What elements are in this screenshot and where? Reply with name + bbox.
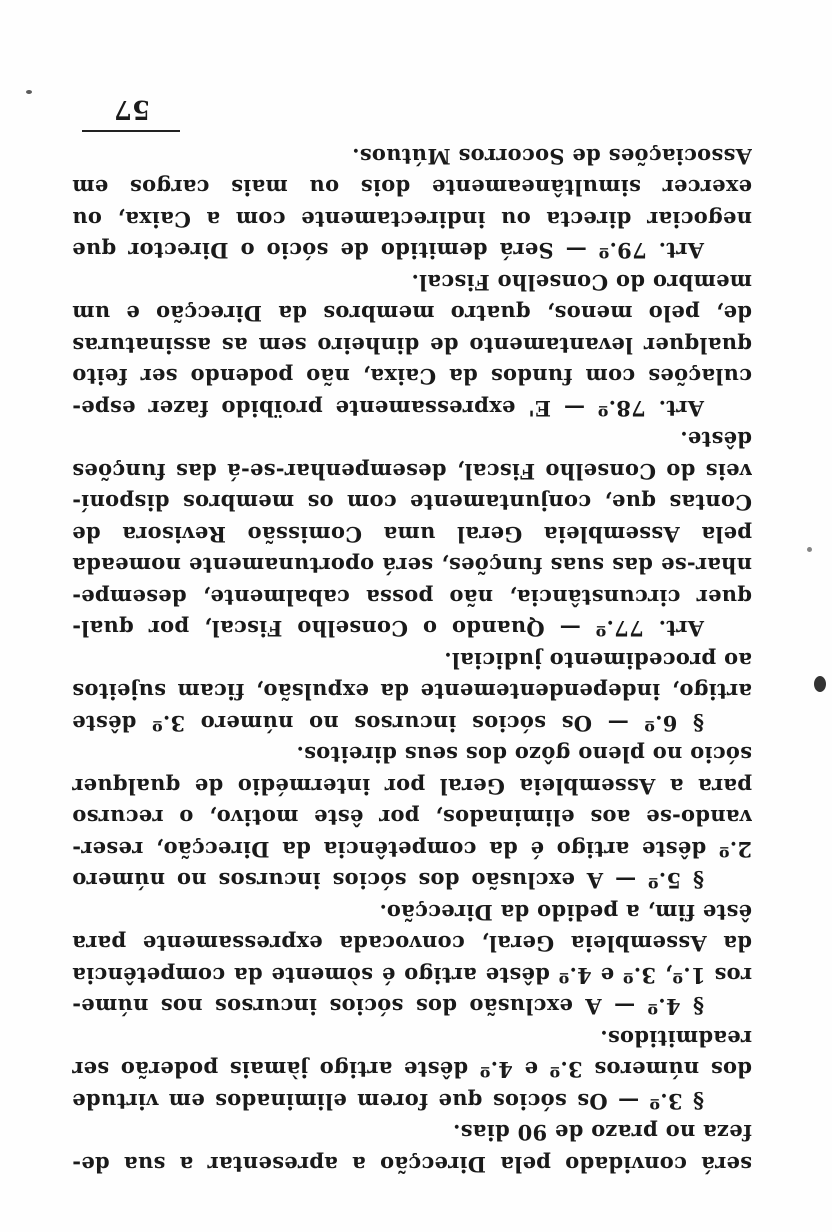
text-line: § 4.º — A exclusão dos sócios incursos nos núme-: [72, 994, 704, 1020]
text-line: sócio no pleno gôzo dos seus direitos.: [296, 742, 752, 768]
text-line: dos números 3.º e 4.º dêste artigo jàmais poderão ser: [72, 1057, 752, 1083]
text-line: êste fim, a pedido da Direcção.: [379, 900, 752, 925]
text-line: Art. 79.º — Será demitido de sócio o Director que: [72, 238, 704, 264]
text-line: dêste.: [679, 427, 752, 453]
scan-speck: [26, 90, 32, 94]
text-line: da Assembleia Geral, convocada expressamente para: [72, 931, 752, 957]
scan-speck: [814, 676, 826, 692]
page-body-text: [72, 141, 752, 1181]
text-line: vando-se aos eliminados, por êste motivo, o recurso: [72, 805, 752, 831]
text-line: membro do Conselho Fiscal.: [411, 270, 752, 295]
text-line: pela Assembleia Geral uma Comissão Revisora de: [72, 522, 752, 547]
text-line: quer circunstância, não possa cabalmente, desempe-: [72, 585, 752, 610]
text-line: ao procedimento judicial.: [443, 648, 752, 673]
text-line: será convidado pela Direcção a apresentar a sua de-: [72, 1152, 752, 1177]
text-line: negociar directa ou indirectamente com a Caixa, ou: [72, 207, 752, 232]
scan-speck: [807, 547, 812, 552]
text-line: feza no prazo de 90 dias.: [452, 1120, 752, 1146]
text-line: artigo, independentemente da expulsão, ficam sujeitos: [72, 679, 752, 705]
text-line: veis do Conselho Fiscal, desempenhar-se-á das funções: [72, 459, 752, 484]
page-number: 57: [113, 94, 151, 124]
text-line: exercer simultâneamente dois ou mais cargos em: [72, 175, 752, 201]
text-line: Contas que, conjuntamente com os membros disponí-: [72, 490, 752, 516]
text-line: de, pelo menos, quatro membros da Direcção e um: [72, 301, 752, 327]
text-line: nhar-se das suas funções, será oportunamente nomeada: [72, 553, 752, 579]
text-line: culações com fundos da Caixa, não podendo ser feito: [72, 364, 752, 390]
text-line: 2.º dêste artigo é da competência da Direcção, reser-: [72, 837, 752, 862]
text-line: § 3.º — Os sócios que forem eliminados em virtude: [72, 1089, 704, 1114]
text-line: para a Assembleia Geral por intermédio de qualquer: [72, 774, 752, 799]
text-line: Art. 78.º — E' expressamente proïbido fazer espe-: [72, 396, 704, 421]
text-line: Art. 77.º — Quando o Conselho Fiscal, por qual-: [72, 616, 704, 642]
text-line: ros 1.º, 3.º e 4.º dêste artigo é sòmente da competência: [72, 963, 752, 988]
text-line: Associações de Socorros Mútuos.: [351, 144, 752, 169]
text-line: readmitidos.: [599, 1026, 752, 1051]
page-number-rule: [82, 130, 180, 132]
text-line: § 6.º — Os sócios incursos no número 3.º dêste: [72, 711, 704, 736]
text-line: § 5.º — A exclusão dos sócios incursos no número: [72, 868, 704, 894]
text-line: qualquer levantamento de dinheiro sem as assinaturas: [72, 333, 752, 358]
